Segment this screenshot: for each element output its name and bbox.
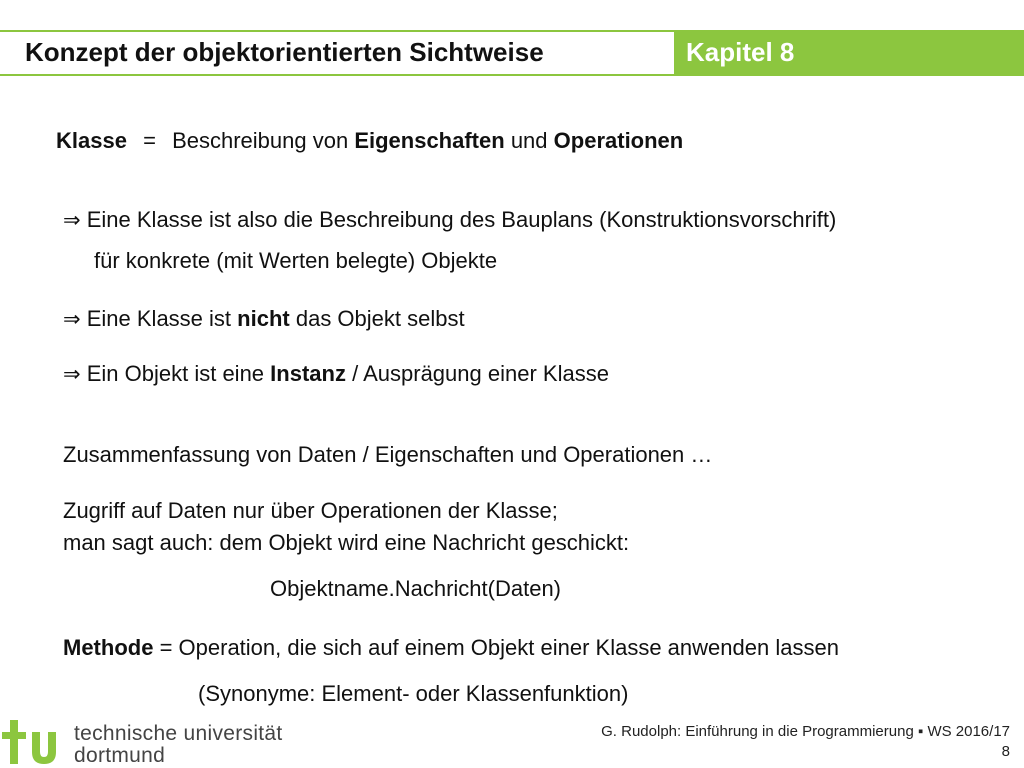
bullet-instance	[63, 361, 609, 387]
summary-text: Zusammenfassung von Daten / Eigenschaften und Operationen …	[63, 442, 713, 467]
page-number: 8	[1001, 743, 1010, 760]
class-definition	[56, 128, 683, 154]
bullet-not-object-emphasis: nicht	[237, 306, 290, 331]
bullet-instance-emphasis: Instanz	[270, 361, 346, 386]
logo-line2: dortmund	[74, 744, 166, 767]
method-synonyms: (Synonyme: Element- oder Klassenfunktion)	[198, 681, 629, 706]
bullet-blueprint-line1: Eine Klasse ist also die Beschreibung des Bauplans (Konstruktionsvorschrift)	[86, 207, 837, 232]
method-term: Methode	[63, 635, 154, 660]
chapter-badge	[674, 30, 1024, 76]
footer-citation: G. Rudolph: Einführung in die Programmierung ▪ WS 2016/17	[601, 723, 1010, 740]
bullet-instance-post: / Ausprägung einer Klasse	[352, 361, 609, 386]
implies-icon: ⇒	[63, 208, 81, 232]
bullet-blueprint	[63, 207, 836, 233]
method-definition	[63, 635, 839, 661]
tu-logo-icon	[2, 712, 68, 768]
definition-and: und	[510, 128, 548, 153]
bullet-not-object-post: das Objekt selbst	[295, 306, 465, 331]
definition-operations: Operationen	[553, 128, 684, 153]
bullet-instance-pre: Ein Objekt ist eine	[86, 361, 265, 386]
bullet-not-object	[63, 306, 465, 332]
message-example: Objektname.Nachricht(Daten)	[270, 576, 562, 601]
definition-pre: Beschreibung von	[172, 128, 349, 153]
bullet-blueprint-line2: für konkrete (mit Werten belegte) Objekte	[94, 248, 498, 273]
slide-title: Konzept der objektorientierten Sichtweise	[25, 37, 544, 67]
slide-header	[0, 0, 1024, 78]
definition-term: Klasse	[56, 128, 127, 153]
university-logo	[0, 712, 300, 768]
method-text: = Operation, die sich auf einem Objekt einer Klasse anwenden lassen	[159, 635, 839, 660]
definition-equals: =	[143, 128, 156, 153]
implies-icon: ⇒	[63, 307, 81, 331]
access-line2: man sagt auch: dem Objekt wird eine Nachricht geschickt:	[63, 530, 630, 555]
access-line1: Zugriff auf Daten nur über Operationen der Klasse;	[63, 498, 558, 523]
chapter-label: Kapitel 8	[686, 37, 795, 67]
definition-properties: Eigenschaften	[354, 128, 505, 153]
bullet-not-object-pre: Eine Klasse ist	[86, 306, 232, 331]
implies-icon: ⇒	[63, 362, 81, 386]
logo-line1: technische universität	[74, 722, 283, 745]
